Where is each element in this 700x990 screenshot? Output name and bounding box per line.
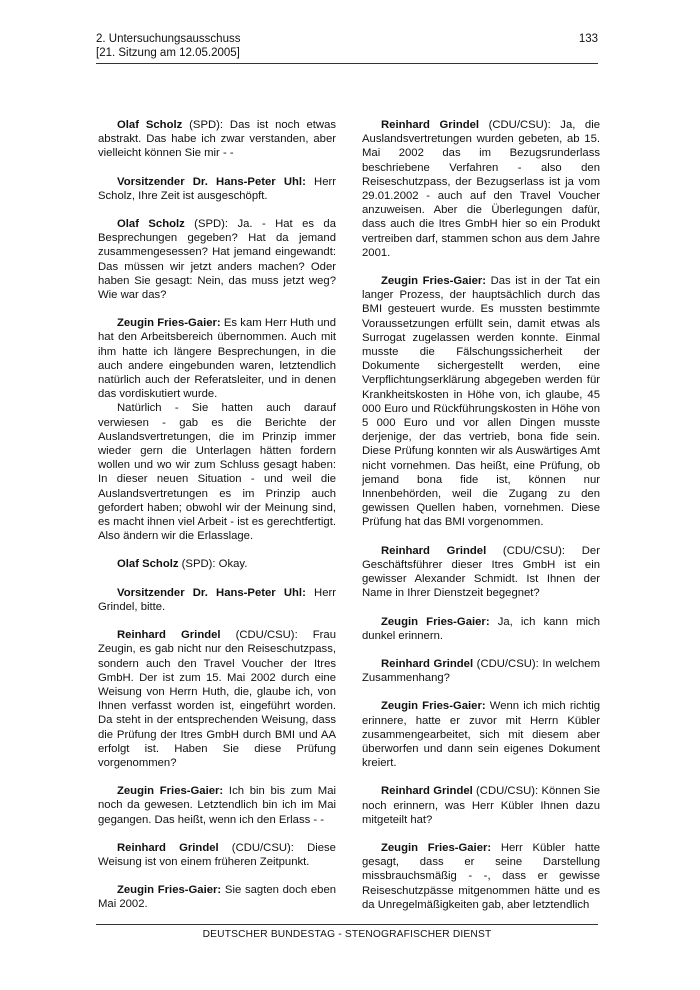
transcript-paragraph <box>98 316 336 401</box>
page-header <box>96 33 598 64</box>
speaker-party: (CDU/CSU): <box>479 119 551 131</box>
statement-text: Herr Scholz, Ihre Zeit ist ausgeschöpft. <box>98 175 336 202</box>
speaker-party: (CDU/CSU): <box>218 841 294 854</box>
transcript-paragraph <box>362 544 600 601</box>
speaker-name: Reinhard Grindel <box>381 119 480 131</box>
speaker-name: Zeugin Fries-Gaier: <box>117 785 224 798</box>
speaker-party: (CDU/CSU): <box>472 785 539 798</box>
speaker-name: Vorsitzender Dr. Hans-Peter Uhl: <box>117 586 306 599</box>
speaker-name: Reinhard Grindel <box>381 544 487 557</box>
statement-text: Natürlich - Sie hatten auch darauf verwiesen - gab es die Berichte der Auslandsvertretungen, die im Prinzip immer wieder gern die Unterlagen hätten fordern wollen und wo wir zum Schluss gesagt haben: In dieser neuen Situation - und weil die Auslandsvertretungen es im Prinzip auch gefordert haben; obwohl wir der Meinung sind, es macht ihnen viel Arbeit - ist es gerechtfertigt. Also ändern wir die Erlasslage. <box>98 402 336 543</box>
transcript-paragraph <box>362 118 600 260</box>
transcript-paragraph <box>362 657 600 685</box>
statement-text: Können Sie noch erinnern, was Herr Kübler Ihnen dazu mitgeteilt hat? <box>362 785 600 826</box>
speaker-name: Reinhard Grindel <box>381 785 473 798</box>
statement-text: Ja, die Auslandsvertretungen wurden gebeten, ab 15. Mai 2002 das im Bezugsrunderlass beschriebene Verfahren - also den Reiseschutzpass, der Bezugserlass ist ja vom 29.01.2002 - auch auf den Travel Voucher anzuweisen. Aber die Überlegungen dafür, dass auch die Itres GmbH hier so ein Produkt vertreiben darf, stammen schon aus dem Jahre 2001. <box>362 119 600 259</box>
statement-text: Sie sagten doch eben Mai 2002. <box>98 884 337 911</box>
statement-text: Ich bin bis zum Mai noch da gewesen. Letztendlich bin ich im Mai gegangen. Das heißt, wenn ich den Erlass - - <box>98 785 337 826</box>
transcript-paragraph <box>362 784 600 827</box>
transcript-paragraph <box>98 784 336 827</box>
transcript-paragraph <box>362 841 600 912</box>
right-column <box>362 118 600 926</box>
transcript-paragraph <box>98 883 336 911</box>
speaker-name: Reinhard Grindel <box>117 629 221 642</box>
speaker-name: Zeugin Fries-Gaier: <box>117 317 221 330</box>
speaker-name: Reinhard Grindel <box>117 841 219 854</box>
transcript-paragraph <box>98 557 336 571</box>
statement-text: Ja, ich kann mich dunkel erinnern. <box>362 615 600 642</box>
statement-text: Okay. <box>215 558 248 571</box>
speaker-party: (CDU/CSU): <box>220 629 298 642</box>
statement-text: In welchem Zusammenhang? <box>362 657 600 685</box>
transcript-paragraph <box>362 615 600 643</box>
speaker-name: Zeugin Fries-Gaier: <box>381 615 490 628</box>
transcript-paragraph <box>98 628 336 770</box>
speaker-name: Olaf Scholz <box>117 558 179 571</box>
speaker-party: (SPD): <box>182 119 224 131</box>
transcript-paragraph <box>98 217 336 302</box>
transcript-paragraph-continued <box>98 401 336 543</box>
speaker-name: Olaf Scholz <box>117 119 183 131</box>
transcript-paragraph <box>98 118 336 161</box>
committee-name: 2. Untersuchungsausschuss <box>96 33 241 45</box>
speaker-name: Vorsitzender Dr. Hans-Peter Uhl: <box>117 175 306 188</box>
transcript-paragraph <box>362 274 600 530</box>
statement-text: Der Geschäftsführer dieser Itres GmbH ist ein gewisser Alexander Schmidt. Ist Ihnen der Name in Ihrer Dienstzeit begegnet? <box>362 544 600 600</box>
speaker-party: (SPD): <box>178 558 216 571</box>
transcript-paragraph <box>98 586 336 614</box>
transcript-paragraph <box>98 841 336 869</box>
statement-text: Das ist in der Tat ein langer Prozess, der hauptsächlich durch das BMI gesteuert wurde. Es mussten bestimmte Voraussetzungen erfüllt sein, damit etwas als Surrogat zugelassen werden konnte. Einmal musste die Fälschungssicherheit der Dokumente sichergestellt werden, eine Verpflichtungserklärung abgegeben werden für Krankheitskosten in Höhe von, ich glaube, 45 000 Euro und Rückführungskosten in Höhe von 5 000 Euro und vor allen Dingen musste derjenige, der das vertrieb, bona fide sein. Diese Prüfung konnten wir als Auswärtiges Amt nicht vornehmen. Das heißt, eine Prüfung, ob jemand bona fide ist, können nur Innenbehörden, weil die Zugang zu den gewissen Quellen haben, vornehmen. Diese Prüfung hat das BMI vorgenommen. <box>362 275 601 529</box>
speaker-name: Zeugin Fries-Gaier: <box>381 841 492 854</box>
statement-text: Diese Weisung ist von einem früheren Zeitpunkt. <box>98 841 336 868</box>
statement-text: Ja. - Hat es da Besprechungen gegeben? Hat da jemand zusammengesessen? Hat jemand eingewandt: Das müssen wir jetzt anders machen? Oder haben Sie gesagt: Nein, das muss jetzt weg? Wie war das? <box>98 218 336 302</box>
speaker-name: Zeugin Fries-Gaier: <box>381 700 486 713</box>
statement-text: Herr Grindel, bitte. <box>98 586 336 613</box>
transcript-paragraph <box>98 175 336 203</box>
speaker-party: (CDU/CSU): <box>486 544 566 557</box>
statement-text: Es kam Herr Huth und hat den Arbeitsbereich übernommen. Auch mit ihm hatte ich längere Besprechungen, in die auch andere eingebunden waren, letztendlich natürlich auch der Referatsleiter, und in denen das vordiskutiert wurde. <box>98 317 336 401</box>
statement-text: Herr Kübler hatte gesagt, dass er seine Darstellung missbrauchsmäßig - -, dass er gewisse Reiseschutzpässe mitgenommen hätte und es da Unregelmäßigkeiten gab, aber letztendlich <box>362 841 600 911</box>
left-column <box>98 118 336 926</box>
statement-text: Das ist noch etwas abstrakt. Das habe ich zwar verstanden, aber vielleicht können Sie mir - - <box>98 119 336 160</box>
transcript-paragraph <box>362 699 600 770</box>
header-info <box>96 33 240 60</box>
session-info: [21. Sitzung am 12.05.2005] <box>96 46 240 59</box>
page-footer: DEUTSCHER BUNDESTAG - STENOGRAFISCHER DIENST <box>96 924 598 940</box>
speaker-party: (SPD): <box>184 218 229 231</box>
statement-text: Frau Zeugin, es gab nicht nur den Reiseschutzpass, sondern auch den Travel Voucher der Itres GmbH. Der ist zum 15. Mai 2002 durch eine Weisung von Herrn Huth, die, glaube ich, von Ihnen verfasst worden ist, eingeführt worden. Da steht in der entsprechenden Weisung, dass die Prüfung der Itres GmbH durch BMI und AA erfolgt ist. Haben Sie diese Prüfung vorgenommen? <box>98 629 336 769</box>
statement-text: Wenn ich mich richtig erinnere, hatte er zuvor mit Herrn Kübler zusammengearbeitet, sich mit diesem aber überworfen und dann sein eigenes Dokument kreiert. <box>362 700 600 770</box>
speaker-name: Zeugin Fries-Gaier: <box>381 275 487 288</box>
speaker-party: (CDU/CSU): <box>473 657 539 670</box>
speaker-name: Olaf Scholz <box>117 218 185 231</box>
page-number: 133 <box>578 33 598 45</box>
speaker-name: Reinhard Grindel <box>381 657 474 670</box>
speaker-name: Zeugin Fries-Gaier: <box>117 884 222 897</box>
